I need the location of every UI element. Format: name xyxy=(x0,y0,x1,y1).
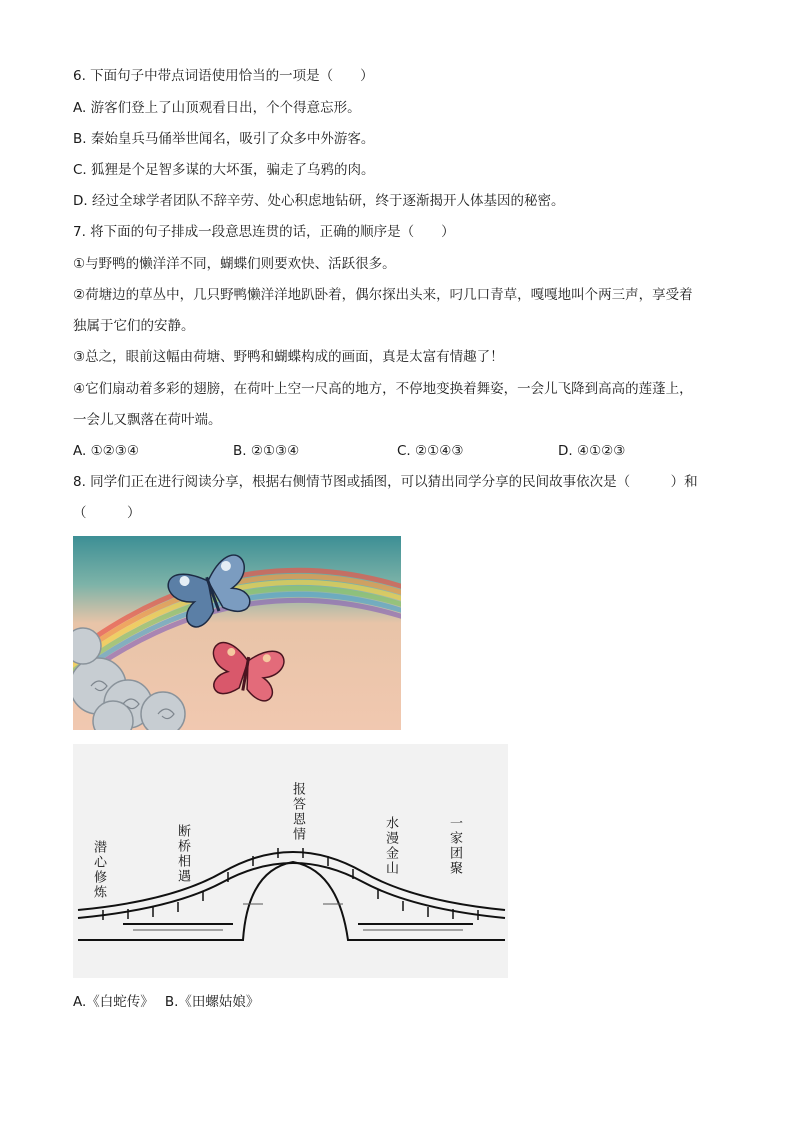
q7-stem: 7. 将下面的句子排成一段意思连贯的话，正确的顺序是（ ） xyxy=(73,224,455,240)
butterfly-illustration-image xyxy=(73,536,401,730)
q6-option-a: A. 游客们登上了山顶观看日出，个个得意忘形。 xyxy=(73,100,361,116)
q6-option-d: D. 经过全球学者团队不辞辛劳、处心积虑地钻研，终于逐渐揭开人体基因的秘密。 xyxy=(73,193,565,209)
q7-option-a: A. ①②③④ xyxy=(73,443,139,459)
q7-option-b: B. ②①③④ xyxy=(233,443,300,459)
q6-option-b: B. 秦始皇兵马俑举世闻名，吸引了众多中外游客。 xyxy=(73,131,375,147)
q7-option-c: C. ②①④③ xyxy=(397,443,464,459)
q7-option-d: D. ④①②③ xyxy=(558,443,626,459)
plot-label-2: 断桥相遇 xyxy=(175,824,190,884)
q7-sentence-4: ④它们扇动着多彩的翅膀，在荷叶上空一尺高的地方，不停地变换着舞姿，一会儿飞降到高高的莲蓬上， xyxy=(73,381,693,397)
plot-label-5: 一家团聚 xyxy=(447,816,462,876)
q6-option-c: C. 狐狸是个足智多谋的大坏蛋，骗走了乌鸦的肉。 xyxy=(73,162,375,178)
q6-stem: 6. 下面句子中带点词语使用恰当的一项是（ ） xyxy=(73,68,374,84)
plot-label-1: 潜心修炼 xyxy=(91,840,106,900)
q8-stem: 8. 同学们正在进行阅读分享，根据右侧情节图或插图，可以猜出同学分享的民间故事依次是（ ）和 xyxy=(73,474,698,490)
plot-label-3: 报答恩情 xyxy=(290,782,305,842)
q8-answer-options: A.《白蛇传》 B.《田螺姑娘》 xyxy=(73,994,260,1010)
q7-sentence-1: ①与野鸭的懒洋洋不同，蝴蝶们则要欢快、活跃很多。 xyxy=(73,256,396,272)
q7-sentence-2-cont: 独属于它们的安静。 xyxy=(73,318,195,334)
bridge-drawing xyxy=(73,744,508,978)
q7-sentence-3: ③总之，眼前这幅由荷塘、野鸭和蝴蝶构成的画面，真是太富有情趣了！ xyxy=(73,349,504,365)
q8-stem-cont: （ ） xyxy=(73,505,141,521)
plot-label-4: 水漫金山 xyxy=(383,816,398,876)
butterfly-illustration xyxy=(73,536,401,730)
q7-sentence-2: ②荷塘边的草丛中，几只野鸭懒洋洋地趴卧着，偶尔探出头来，叼几口青草，嘎嘎地叫个两三声，享受着 xyxy=(73,287,693,303)
story-plot-bridge-diagram xyxy=(73,744,508,978)
q7-sentence-4-cont: 一会儿又飘落在荷叶端。 xyxy=(73,412,222,428)
